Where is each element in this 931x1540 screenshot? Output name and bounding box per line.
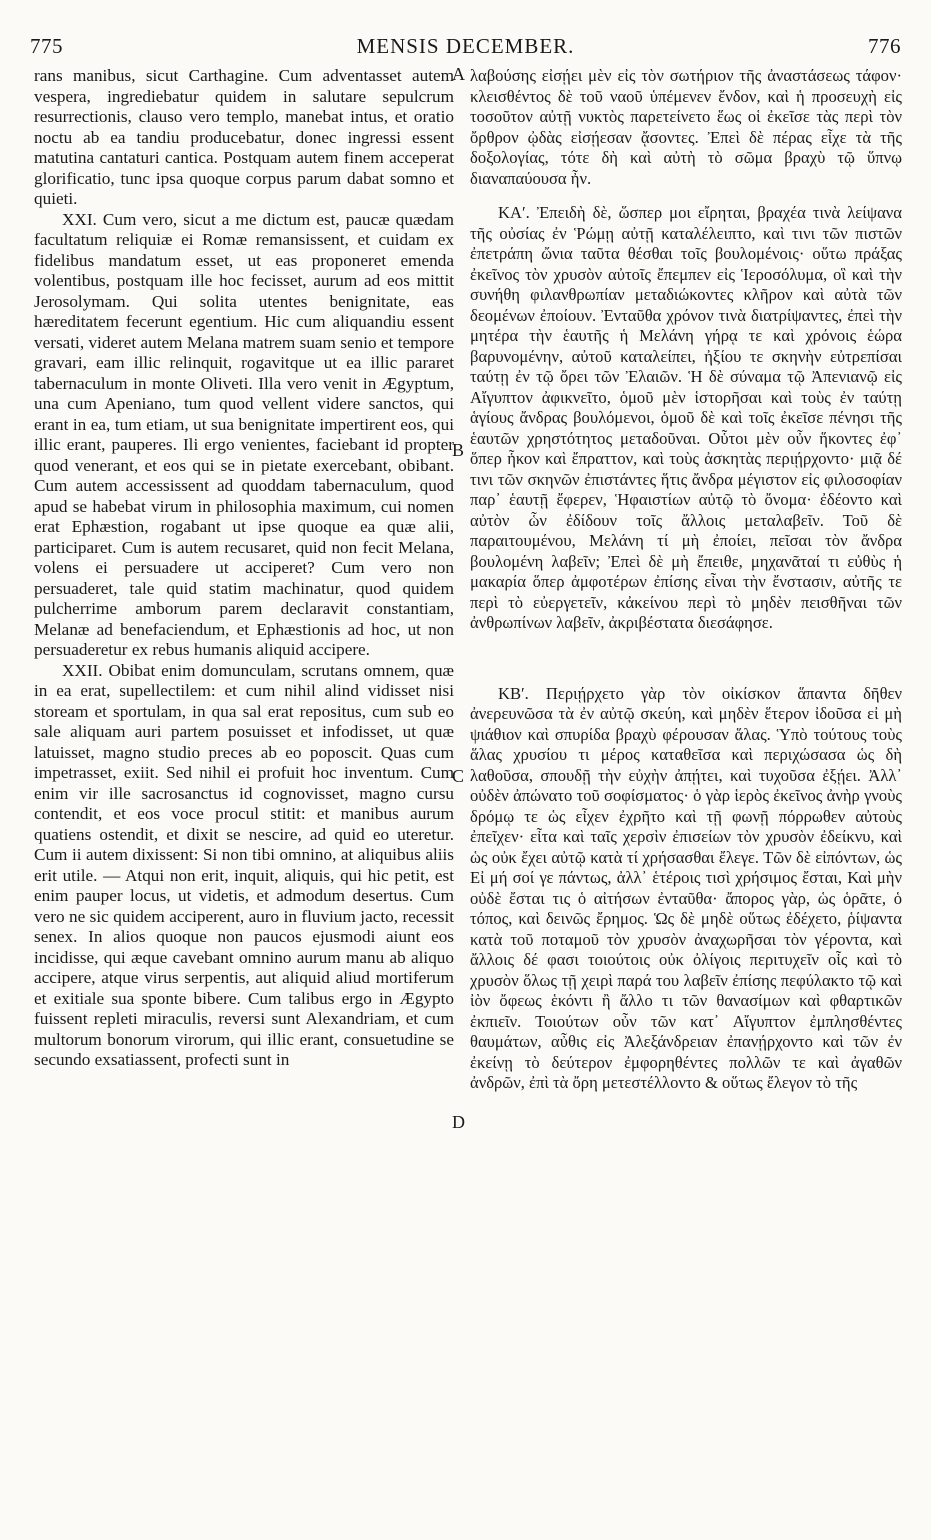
margin-letter-b: B [452,440,465,460]
margin-letter-d: D [452,1112,465,1132]
running-header [30,34,901,64]
greek-paragraph-ka: ΚΑʹ. Ἐπειδὴ δὲ, ὥσπερ μοι εἴρηται, βραχέα τινὰ λείψανα τῆς οὐσίας ἐν Ῥώμῃ αὐτῇ καταλέλειπτο, καὶ τινι τῶν πιστῶν ἐπετράπη ὤνια ταῦτα θέσθαι τοῖς βουλομένοις· οὕτω πράξας ἐκεῖνος τὸν χρυσὸν αὐτοῖς ἔπεμπεν εἰς Ἱεροσόλυμα, οἳ καὶ τὴν συνήθη φιλανθρωπίαν μεταδιώκοντες κλῆρον καὶ αὐτὰ τῶν δεομένων ἐποίουν. Ἐνταῦθα χρόνον τινὰ διατρίψαντες, ἐπεὶ τὴν μητέρα τὴν ἑαυτῆς ἡ Μελάνη γήρᾳ τε καὶ χρόνοις ἑώρα βαρυνομένην, αὐτοῦ καταλείπει, ἠξίου τε σκηνὴν εὐτρεπίσαι ταύτῃ ἐν τῷ ὄρει τῶν Ἐλαιῶν. Ἡ δὲ σύναμα τῷ Ἀπενιανῷ εἰς Αἴγυπτον ἀφικνεῖτο, ὁμοῦ μὲν ἱστορῆσαι καὶ τοὺς ἐν ταύτῃ ἁγίους ἄνδρας βουλόμενοι, ὁμοῦ δὲ καὶ τοῖς ἐκεῖσε πένησι τῆς ἑαυτῶν χρηστότητος μεταδοῦναι. Οὗτοι μὲν οὖν ἥκοντες ἐφ᾽ ὅπερ ἧκον καὶ ἔπραττον, καὶ τοὺς ἀσκητὰς περιῄρχοντο· μιᾷ δέ τινι τῶν σκηνῶν ἐπιστάντες ἥτις ἄνδρα μέγιστον εἰς φιλοσοφίαν παρ᾽ ἑαυτῇ ἔφερεν, Ἡφαιστίων αὐτῷ τὸ ὄνομα· ἐδέοντο καὶ αὐτὸν ὧν ἐδίδουν τοῖς ἄλλοις μεταλαβεῖν. Τοῦ δὲ παραιτουμένου, Μελάνη τί μὴ ἐποίει, πεῖσαι τὸν ἄνδρα βουλομένη λαβεῖν; Ἐπεὶ δὲ μὴ ἔπειθε, μηχανᾶταί τι εὐθὺς ἡ μακαρία ὅπερ ἀμφοτέρων ἐπίσης εἶναι τὴν ἔνστασιν, αὐτῆς τε περὶ τὸ εὐεργετεῖν, κἀκείνου περὶ τὸ μηδὲν πεισθῆναι τῶν ἀνθρωπίνων λαβεῖν, ἀκριβέστατα διεσάφησε. [470,203,902,632]
page-number-left: 775 [30,34,63,58]
latin-paragraph-1: rans manibus, sicut Carthagine. Cum adventasset autem vespera, ingrediebatur quidem in salutare sepulcrum resurrectionis, clauso vero templo, manebat intus, et oratio noctu ab ea tandiu producebatur, donec ingressi essent matutina cantaturi cantica. Postquam autem finem acceperat glorificatio, tunc ipsa quoque corpus parum dabat somno et quieti. [34,66,454,208]
latin-paragraph-xxi: XXI. Cum vero, sicut a me dictum est, paucæ quædam facultatum reliquiæ ei Romæ remansissent, et cuidam ex fidelibus mandatum esset, ut eas proponeret emenda volentibus, postquam ille hoc fecisset, aurum ad eos mittit Jerosolymam. Qui solita utentes benignitate, eas hæreditatem fecerunt egentium. Hic cum aliquandiu essent versati, videret autem Melana matrem suam senio et tempore gravari, eam illic relinquit, rogavitque ut ea illic pararet tabernaculum in monte Oliveti. Illa vero venit in Ægyptum, una cum Apeniano, tum quod vellent videre sanctos, qui erant in ea, tum etiam, ut sua benignitate impertirent eos, qui illic erant, pauperes. Ili ergo venientes, faciebant id propter quod venerant, et eos qui se in pietate exercebant, obibant. Cum autem accessissent ad quoddam tabernaculum, quod apud se habebat virum in philosophia maximum, cui nomen erat Ephæstion, rogabant ut ipse quoque ea quæ alii, participaret. Cum is autem recusaret, quid non fecit Melana, volens ei persuadere ut acciperet? Cum vero non persuaderet, tale quid statim machinatur, quod quidem pulcherrime amborum parem declaravit constantiam, Melanæ ad benefaciendum, et Ephæstionis ad hoc, ut non persuaderetur ex rebus humanis aliquid accipere. [34,209,454,659]
latin-column [34,66,454,1071]
greek-paragraph-kb: ΚΒʹ. Περιῄρχετο γὰρ τὸν οἰκίσκον ἅπαντα δῆθεν ἀνερευνῶσα τὰ ἐν αὐτῷ σκεύη, καὶ μηδὲν ἕτερον ἰδοῦσα εἰ μὴ ψιάθιον καὶ σπυρίδα βραχὺ φέρουσαν ἅλας. Ὑπὸ τούτους τοὺς ἅλας χρυσίου τι μέρος καταθεῖσα καὶ περιχώσασα ὡς δὴ λαθοῦσα, σπουδῇ τὴν εὐχὴν ἀπῄτει, καὶ τυχοῦσα ἐξῄει. Ἀλλ᾽ οὐδὲν ἀπώνατο τοῦ σοφίσματος· ὁ γὰρ ἱερὸς ἐκεῖνος ἀνὴρ γνοὺς δρόμῳ τε ὡς εἶχεν ἐχρῆτο καὶ τῇ φωνῇ πόρρωθεν αὐτοὺς ἐπεῖχεν· εἶτα καὶ ταῖς χερσὶν ἐπισείων τὸν χρυσὸν ἐδείκνυ, καὶ ὡς οὐκ ἔχει αὐτῷ κατὰ τί χρήσασθαι ἔλεγε. Τῶν δὲ εἰπόντων, ὡς Εἰ μή σοί γε πάντως, ἀλλ᾽ ἑτέροις τισὶ χρήσιμος ἔσται, Καὶ μὴν οὐδὲ ἔσται τις ὁ αἰτήσων ἐνταῦθα· ἄπορος γὰρ, ὡς ὁρᾶτε, ὁ τόπος, καὶ δεινῶς ἔρημος. Ὡς δὲ μηδὲ οὕτως ἐδέχετο, ῥίψαντα κατὰ τοῦ ποταμοῦ τὸν χρυσὸν ἀναχωρῆσαι τὸν γέροντα, καὶ ἄλλοις δέ φασι τοιούτοις οὐκ ὀλίγοις περιτυχεῖν οἷς καὶ τὸ χρυσὸν ὅλως τῇ χειρὶ παρά του λαβεῖν ἐπίσης πεφύλακτο τῷ καὶ ἰὸν ὄφεως ἑκόντι ἢ ἄλλο τι τῶν θανασίμων καὶ φθαρτικῶν ἐκπιεῖν. Τοιούτων οὖν τῶν κατ᾽ Αἴγυπτον ἐμπλησθέντες θαυμάτων, αὖθις εἰς Ἀλεξάνδρειαν ἐπανῄρχοντο καὶ τῶν ἐν ἐκείνῃ τὸ δεύτερον ἐμφορηθέντες πολλῶν τε καὶ ἀγαθῶν ἀνδρῶν, ἐπὶ τὰ ὄρη μετεστέλλοντο & οὕτως ἔλεγον τὸ τῆς [470,683,902,1092]
margin-letter-c: C [452,766,465,786]
greek-paragraph-1: λαβούσης εἰσῄει μὲν εἰς τὸν σωτήριον τῆς ἀναστάσεως τάφον· κλεισθέντος δὲ τοῦ ναοῦ ὑπέμενεν ἔνδον, καὶ ἡ προσευχὴ εἰς τοσοῦτον αὐτῇ νυκτὸς παρετείνετο ἕως οἱ ἐκεῖσε τὰς περὶ τὸν ὄρθρον ᾠδὰς εἰσῄεσαν ᾄσοντες. Ἐπεὶ δὲ πέρας εἶχε τὰ τῆς δοξολογίας, τότε δὴ καὶ αὐτὴ τὸ σῶμα βραχὺ τῷ ὕπνῳ διαναπαύουσα ἦν. [470,66,902,188]
greek-column [470,66,902,1094]
latin-paragraph-xxii: XXII. Obibat enim domunculam, scrutans omnem, quæ in ea erat, supellectilem: et cum nihil alind vidisset nisi stoream et sportulam, in qua sal erat repositus, cum sub eo sale aliquam auri partem posuisset et infodisset, ut quæ latuisset, magno studio preces ab eo poposcit. Quas cum impetrasset, exiit. Sed nihil ei profuit hoc inventum. Cum enim vir ille sacrosanctus id cognovisset, magno cursu contendit, et eos voce procul stitit: et manibus aurum quatiens ostendit, et dixit se nescire, ad quid eo uteretur. Cum ii autem dixissent: Si non tibi omnino, at aliquibus aliis erit utile. — Atqui non erit, inquit, aliquis, qui hic petit, est enim pauper locus, ut videtis, et admodum desertus. Cum vero ne sic quidem acciperent, auro in fluvium jacto, recessit senex. In alios quoque non paucos ejusmodi aiunt eos incidisse, qui æque cavebant omnino aurum manu ab aliquo accipere, atque virus serpentis, aut aliquid aliud mortiferum et exitiale sua sponte bibere. Cum talibus ergo in Ægypto fuissent repleti miraculis, reversi sunt Alexandriam, et cum multorum bonorum virorum, qui illic erant, consuetudine se secundo exsatiassent, profecti sunt in [34,660,454,1069]
page-title: MENSIS DECEMBER. [356,34,575,58]
margin-letter-a: A [452,64,465,84]
page-number-right: 776 [868,34,901,58]
